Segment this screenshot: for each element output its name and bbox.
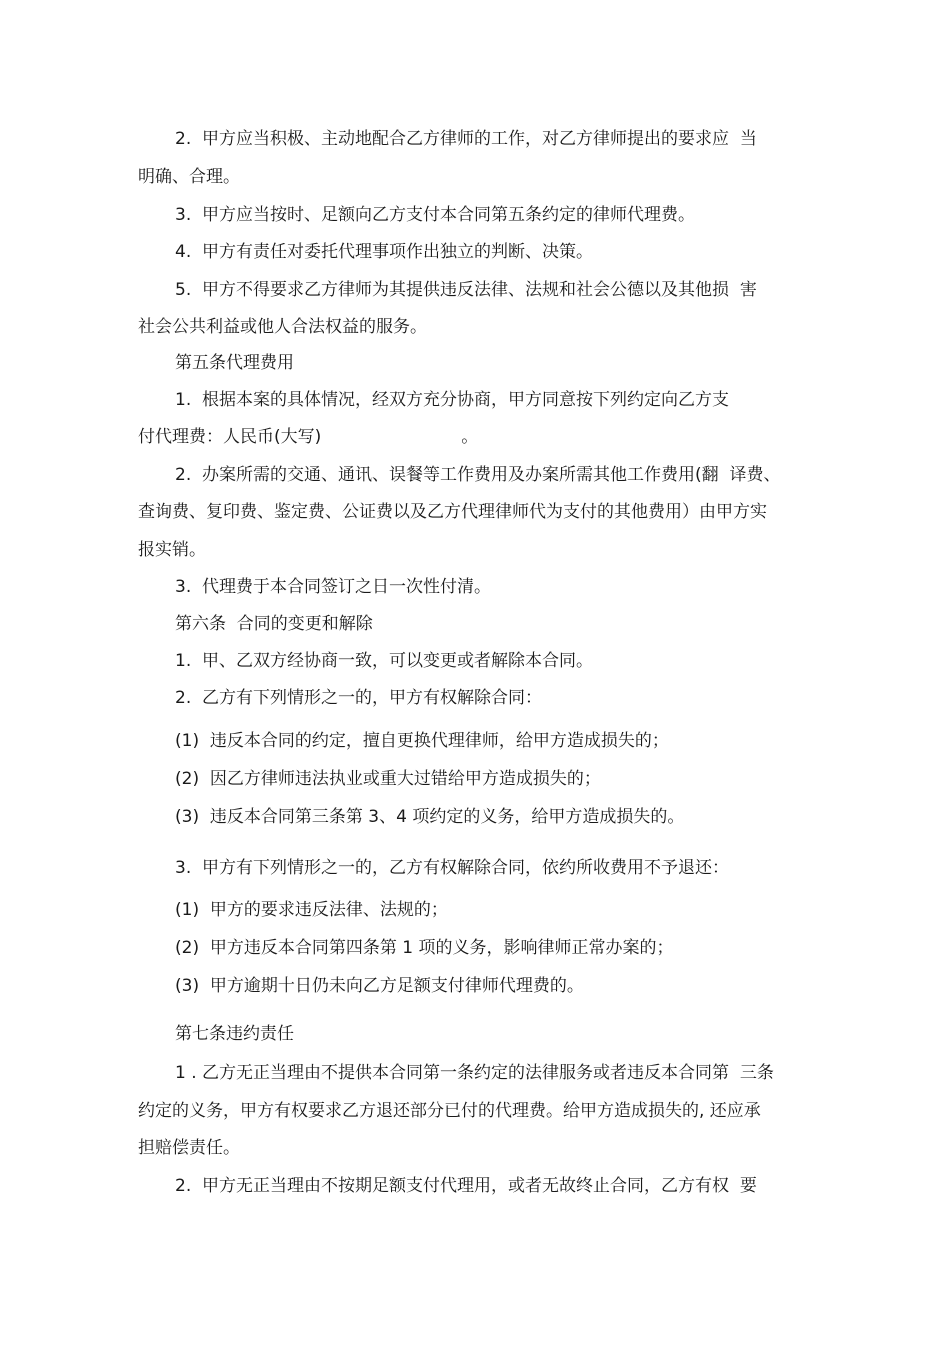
clause-4-item-2: 2. 甲方应当积极、主动地配合乙方律师的工作，对乙方律师提出的要求应 当 [175,129,757,149]
clause-5-item-2-cont: 查询费、复印费、鉴定费、公证费以及乙方代理律师代为支付的其他费用）由甲方实 [138,502,767,522]
clause-6-item-1: 1. 甲、乙双方经协商一致，可以变更或者解除本合同。 [175,651,594,671]
clause-4-item-5-cont: 社会公共利益或他人合法权益的服务。 [138,317,427,337]
clause-4-item-2-cont: 明确、合理。 [138,167,240,187]
clause-6-item-2-sub-3: (3) 违反本合同第三条第 3、4 项约定的义务，给甲方造成损失的。 [175,807,685,827]
clause-5-item-1: 1. 根据本案的具体情况，经双方充分协商，甲方同意按下列约定向乙方支 [175,390,730,410]
fee-period: 。 [461,427,479,447]
section-heading-7: 第七条违约责任 [175,1024,294,1044]
clause-5-item-1-cont [138,426,478,448]
clause-4-item-5: 5. 甲方不得要求乙方律师为其提供违反法律、法规和社会公德以及其他损 害 [175,280,757,300]
clause-6-item-2: 2. 乙方有下列情形之一的，甲方有权解除合同： [175,688,543,708]
clause-6-item-2-sub-2: (2) 因乙方律师违法执业或重大过错给甲方造成损失的； [175,769,601,789]
clause-6-item-3-sub-3: (3) 甲方逾期十日仍未向乙方足额支付律师代理费的。 [175,976,584,996]
clause-7-item-2: 2. 甲方无正当理由不按期足额支付代理用，或者无故终止合同，乙方有权 要 [175,1176,757,1196]
clause-7-item-1: 1 . 乙方无正当理由不提供本合同第一条约定的法律服务或者违反本合同第 三条 [175,1063,774,1083]
clause-4-item-4: 4. 甲方有责任对委托代理事项作出独立的判断、决策。 [175,242,594,262]
clause-7-item-1-cont: 约定的义务，甲方有权要求乙方退还部分已付的代理费。给甲方造成损失的, 还应承 [138,1101,761,1121]
clause-5-item-2-cont2: 报实销。 [138,540,206,560]
clause-5-item-2: 2. 办案所需的交通、通讯、误餐等工作费用及办案所需其他工作费用(翻 译费、 [175,465,781,485]
clause-6-item-2-sub-1: (1) 违反本合同的约定，擅自更换代理律师，给甲方造成损失的； [175,731,669,751]
clause-4-item-3: 3. 甲方应当按时、足额向乙方支付本合同第五条约定的律师代理费。 [175,205,696,225]
clause-5-item-3: 3. 代理费于本合同签订之日一次性付清。 [175,577,492,597]
section-heading-6: 第六条 合同的变更和解除 [175,614,373,634]
clause-7-item-1-cont2: 担赔偿责任。 [138,1138,240,1158]
clause-6-item-3: 3. 甲方有下列情形之一的，乙方有权解除合同，依约所收费用不予退还： [175,858,730,878]
fee-label: 付代理费：人民币(大写) [138,427,322,447]
clause-6-item-3-sub-1: (1) 甲方的要求违反法律、法规的； [175,900,448,920]
section-heading-5: 第五条代理费用 [175,353,294,373]
clause-6-item-3-sub-2: (2) 甲方违反本合同第四条第 1 项的义务，影响律师正常办案的； [175,938,674,958]
